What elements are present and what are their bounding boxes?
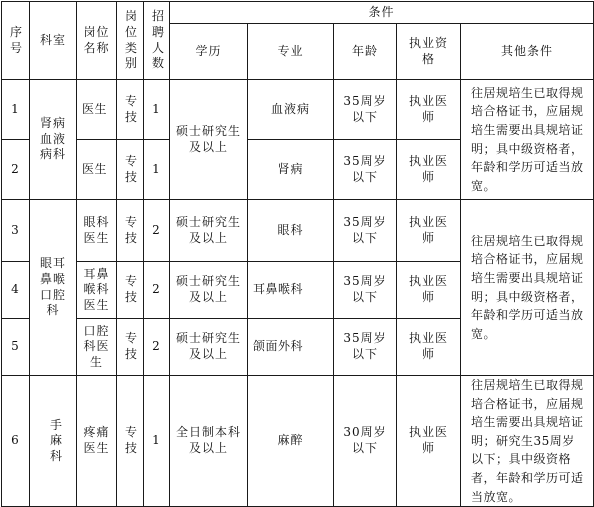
cell-post: 疼痛医生 (77, 376, 117, 507)
cell-type: 专技 (117, 262, 144, 319)
cell-seq: 3 (2, 200, 30, 262)
cell-seq: 2 (2, 140, 30, 200)
header-education: 学历 (170, 24, 248, 80)
recruitment-table (1, 1, 594, 507)
cell-major: 颌面外科 (248, 319, 334, 376)
cell-seq: 6 (2, 376, 30, 507)
cell-qualification: 执业医师 (397, 262, 461, 319)
cell-age: 35周岁以下 (334, 80, 397, 140)
cell-count: 1 (144, 140, 170, 200)
cell-post: 耳鼻喉科医生 (77, 262, 117, 319)
cell-count: 1 (144, 376, 170, 507)
table-row (2, 80, 594, 140)
cell-qualification: 执业医师 (397, 319, 461, 376)
header-other: 其他条件 (461, 24, 594, 80)
cell-age: 35周岁以下 (334, 140, 397, 200)
cell-dept: 肾病血液病科 (30, 80, 77, 200)
header-qualification: 执业资格 (397, 24, 461, 80)
header-age: 年龄 (334, 24, 397, 80)
cell-major: 麻醉 (248, 376, 334, 507)
cell-count: 2 (144, 262, 170, 319)
cell-seq: 1 (2, 80, 30, 140)
cell-count: 1 (144, 80, 170, 140)
header-conditions: 条件 (170, 2, 594, 24)
cell-major: 耳鼻喉科 (248, 262, 334, 319)
header-post-type: 岗位类别 (117, 2, 144, 80)
cell-dept: 手麻科 (30, 376, 77, 507)
table-row (2, 200, 594, 262)
cell-qualification: 执业医师 (397, 140, 461, 200)
header-post-name: 岗位名称 (77, 2, 117, 80)
cell-education: 硕士研究生及以上 (170, 319, 248, 376)
header-dept: 科室 (30, 2, 77, 80)
cell-count: 2 (144, 319, 170, 376)
header-seq: 序号 (2, 2, 30, 80)
table-row (2, 376, 594, 507)
cell-type: 专技 (117, 319, 144, 376)
cell-other-conditions: 往居规培生已取得规培合格证书，应届规培生需要出具规培证明；具中级资格者，年龄和学历可适当放宽。 (461, 200, 594, 376)
cell-education: 硕士研究生及以上 (170, 262, 248, 319)
cell-education: 硕士研究生及以上 (170, 80, 248, 200)
cell-post: 医生 (77, 80, 117, 140)
cell-post: 医生 (77, 140, 117, 200)
cell-age: 35周岁以下 (334, 319, 397, 376)
cell-age: 30周岁以下 (334, 376, 397, 507)
cell-post: 口腔科医生 (77, 319, 117, 376)
cell-major: 肾病 (248, 140, 334, 200)
cell-age: 35周岁以下 (334, 200, 397, 262)
cell-post: 眼科医生 (77, 200, 117, 262)
cell-education: 硕士研究生及以上 (170, 200, 248, 262)
cell-other-conditions: 往居规培生已取得规培合格证书，应届规培生需要出具规培证明；具中级资格者，年龄和学历可适当放宽。 (461, 80, 594, 200)
cell-seq: 4 (2, 262, 30, 319)
cell-age: 35周岁以下 (334, 262, 397, 319)
cell-qualification: 执业医师 (397, 376, 461, 507)
cell-type: 专技 (117, 140, 144, 200)
cell-type: 专技 (117, 376, 144, 507)
header-major: 专业 (248, 24, 334, 80)
cell-other-conditions: 往居规培生已取得规培合格证书，应届规培生需要出具规培证明；研究生35周岁以下；具中级资格者，年龄和学历可适当放宽。 (461, 376, 594, 507)
cell-qualification: 执业医师 (397, 80, 461, 140)
cell-qualification: 执业医师 (397, 200, 461, 262)
cell-dept: 眼耳鼻喉口腔科 (30, 200, 77, 376)
cell-type: 专技 (117, 80, 144, 140)
header-count: 招聘人数 (144, 2, 170, 80)
cell-education: 全日制本科及以上 (170, 376, 248, 507)
cell-count: 2 (144, 200, 170, 262)
cell-major: 血液病 (248, 80, 334, 140)
cell-major: 眼科 (248, 200, 334, 262)
cell-seq: 5 (2, 319, 30, 376)
cell-type: 专技 (117, 200, 144, 262)
